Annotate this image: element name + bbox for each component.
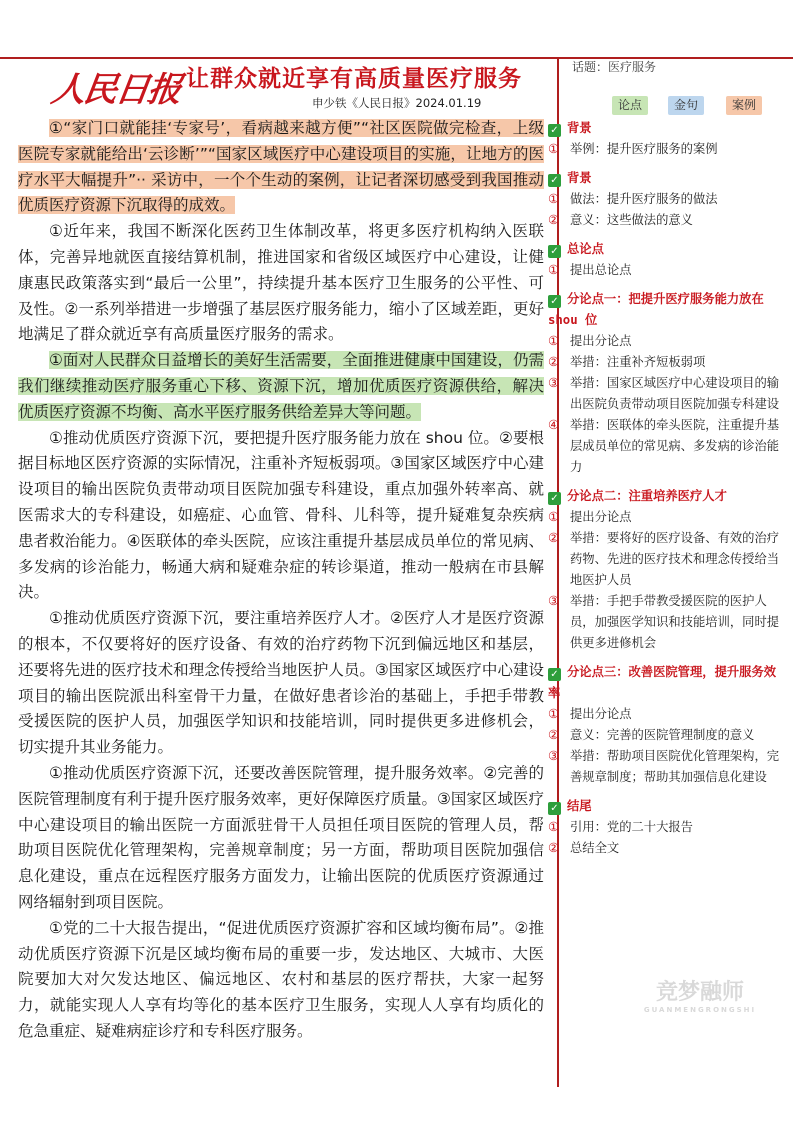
- outline-item-text: 举措：医联体的牵头医院，注重提升基层成员单位的常见病、多发病的诊治能力: [570, 418, 780, 474]
- outline-heading: [548, 168, 788, 189]
- checkbox-icon: ✓: [548, 802, 561, 815]
- outline-item: [548, 373, 788, 415]
- outline-item: [548, 817, 788, 838]
- outline-item: [548, 838, 788, 859]
- outline-heading: [548, 239, 788, 260]
- outline-item-number: ①: [548, 192, 560, 206]
- outline-heading-text: 结尾: [567, 799, 592, 813]
- paragraph-2: ①近年来，我国不断深化医药卫生体制改革，将更多医疗机构纳入医联体，完善异地就医直接结算机制，推进国家和省级区域医疗中心建设，让健康惠民政策落实到“最后一公里”，持续提升基本医疗卫生服务的公平性、可及性。②一系列举措进一步增强了基层医疗服务能力，缩小了区域差距，更好地满足了群众就近享有高质量医疗服务的需求。: [18, 222, 544, 344]
- outline-section: [548, 486, 788, 654]
- outline-item: [548, 210, 788, 231]
- outline-heading-text: 分论点一：把提升医疗服务能力放在 shou 位: [548, 292, 764, 327]
- paragraph-5: ①推动优质医疗资源下沉，要注重培养医疗人才。②医疗人才是医疗资源的根本，不仅要将好的医疗设备、有效的治疗药物下沉到偏远地区和基层，还要将先进的医疗技术和理念传授给当地医护人员。③国家区域医疗中心建设项目的输出医院派出科室骨干力量，在做好患者诊治的基础上，手把手带教受援医院的医护人员，加强医学知识和技能培训，同时提供更多进修机会，切实提升其业务能力。: [18, 609, 544, 757]
- checkbox-icon: ✓: [548, 668, 561, 681]
- legend-argument: 论点: [612, 96, 648, 115]
- checkbox-icon: ✓: [548, 245, 561, 258]
- outline-item-number: ②: [548, 531, 560, 545]
- article-body: [18, 116, 544, 1045]
- outline-section: [548, 239, 788, 281]
- outline-item-text: 举例：提升医疗服务的案例: [570, 142, 718, 156]
- outline-item: [548, 507, 788, 528]
- watermark: 竞梦融师 GUANMENGRONGSHI: [643, 980, 757, 1014]
- article-title: 让群众就近享有高质量医疗服务: [186, 66, 522, 92]
- header-rule: [0, 57, 793, 59]
- outline-item-number: ③: [548, 749, 560, 763]
- outline-item-text: 引用：党的二十大报告: [570, 820, 693, 834]
- outline-section: [548, 796, 788, 859]
- outline-item-text: 举措：注重补齐短板弱项: [570, 355, 706, 369]
- newspaper-logo: 人民日报: [48, 70, 183, 110]
- outline-item: [548, 528, 788, 591]
- topic-label: 话题：医疗服务: [572, 60, 657, 74]
- outline-item-number: ②: [548, 841, 560, 855]
- outline-item-text: 意义：这些做法的意义: [570, 213, 693, 227]
- outline-item: [548, 746, 788, 788]
- outline-item-text: 做法：提升医疗服务的做法: [570, 192, 718, 206]
- outline-item-text: 提出分论点: [570, 334, 632, 348]
- outline-heading: [548, 486, 788, 507]
- outline-section: [548, 662, 788, 788]
- outline-item: [548, 189, 788, 210]
- checkbox-icon: ✓: [548, 124, 561, 137]
- outline-item-number: ②: [548, 728, 560, 742]
- checkbox-icon: ✓: [548, 174, 561, 187]
- outline-item-number: ①: [548, 334, 560, 348]
- outline-heading: [548, 118, 788, 139]
- outline-heading: [548, 289, 788, 331]
- paragraph-4: ①推动优质医疗资源下沉，要把提升医疗服务能力放在 shou 位。②要根据目标地区医疗资源的实际情况，注重补齐短板弱项。③国家区域医疗中心建设项目的输出医院负责带动项目医院加强专科建设，重点加强外转率高、就医需求大的专科建设，如癌症、心血管、骨科、儿科等，提升疑难复杂疾病患者救治能力。④医联体的牵头医院，应该注重提升基层成员单位的常见病、多发病的诊治能力，畅通大病和疑难杂症的转诊渠道，推动一般病在市县解决。: [18, 428, 544, 602]
- outline-item-number: ①: [548, 707, 560, 721]
- checkbox-icon: ✓: [548, 295, 561, 308]
- outline-section: [548, 168, 788, 231]
- outline-item: [548, 139, 788, 160]
- paragraph-3: ①面对人民群众日益增长的美好生活需要，全面推进健康中国建设，仍需我们继续推动医疗服务重心下移、资源下沉，增加优质医疗资源供给，解决优质医疗资源不均衡、高水平医疗服务供给差异大等问题。: [18, 351, 544, 421]
- outline-item-text: 提出分论点: [570, 510, 632, 524]
- legend-case: 案例: [726, 96, 762, 115]
- outline-item-text: 举措：要将好的医疗设备、有效的治疗药物、先进的医疗技术和理念传授给当地医护人员: [570, 531, 780, 587]
- outline-item-number: ②: [548, 213, 560, 227]
- outline-item-number: ①: [548, 510, 560, 524]
- byline: 申少铁《人民日报》2024.01.19: [312, 96, 482, 110]
- outline-item-number: ②: [548, 355, 560, 369]
- paragraph-7: ①党的二十大报告提出，“促进优质医疗资源扩容和区域均衡布局”。②推动优质医疗资源下沉是区域均衡布局的重要一步，发达地区、大城市、大医院要加大对欠发达地区、偏远地区、农村和基层的医疗帮扶，大家一起努力，就能实现人人享有均等化的基本医疗卫生服务，实现人人享有均质化的危急重症、疑难病症诊疗和专科医疗服务。: [18, 918, 544, 1040]
- outline-item-text: 意义：完善的医院管理制度的意义: [570, 728, 755, 742]
- outline-item-number: ①: [548, 263, 560, 277]
- outline-item: [548, 704, 788, 725]
- outline-item-text: 举措：国家区域医疗中心建设项目的输出医院负责带动项目医院加强专科建设: [570, 376, 780, 411]
- outline-heading-text: 总论点: [567, 242, 604, 256]
- outline-heading-text: 背景: [567, 171, 592, 185]
- outline-item-text: 举措：手把手带教受援医院的医护人员，加强医学知识和技能培训，同时提供更多进修机会: [570, 594, 780, 650]
- outline-item: [548, 725, 788, 746]
- outline-item: [548, 591, 788, 654]
- outline-section: [548, 118, 788, 160]
- outline-heading-text: 背景: [567, 121, 592, 135]
- outline-item-text: 提出总论点: [570, 263, 632, 277]
- outline-item: [548, 331, 788, 352]
- outline-item-text: 提出分论点: [570, 707, 632, 721]
- outline-item-number: ①: [548, 820, 560, 834]
- outline-item-number: ④: [548, 418, 560, 432]
- paragraph-1: ①“家门口就能挂‘专家号’，看病越来越方便”“社区医院做完检查，上级医院专家就能给出‘云诊断’”“国家区域医疗中心建设项目的实施，让地方的医疗水平大幅提升”·· 采访中，一个个生动的案例，让记者深切感受到我国推动优质医疗资源下沉取得的成效。: [18, 119, 544, 215]
- outline-item: [548, 415, 788, 478]
- outline-item: [548, 352, 788, 373]
- outline-item-number: ③: [548, 594, 560, 608]
- outline-heading: [548, 796, 788, 817]
- outline-item-number: ①: [548, 142, 560, 156]
- outline-heading-text: 分论点三：改善医院管理，提升服务效率: [548, 665, 777, 700]
- legend-quote: 金句: [668, 96, 704, 115]
- outline-item-text: 总结全文: [570, 841, 620, 855]
- outline-heading: [548, 662, 788, 704]
- outline-sidebar: [548, 118, 788, 867]
- outline-item-text: 举措：帮助项目医院优化管理架构，完善规章制度；帮助其加强信息化建设: [570, 749, 780, 784]
- outline-item: [548, 260, 788, 281]
- outline-section: [548, 289, 788, 478]
- outline-heading-text: 分论点二：注重培养医疗人才: [567, 489, 727, 503]
- outline-item-number: ③: [548, 376, 560, 390]
- paragraph-6: ①推动优质医疗资源下沉，还要改善医院管理，提升服务效率。②完善的医院管理制度有利于提升医疗服务效率，更好保障医疗质量。③国家区域医疗中心建设项目的输出医院一方面派驻骨干人员担任项目医院的管理人员，帮助项目医院优化管理架构，完善规章制度；另一方面，帮助项目医院加强信息化建设，重点在远程医疗服务方面发力，让输出医院的优质医疗资源通过网络辐射到项目医院。: [18, 763, 544, 911]
- checkbox-icon: ✓: [548, 492, 561, 505]
